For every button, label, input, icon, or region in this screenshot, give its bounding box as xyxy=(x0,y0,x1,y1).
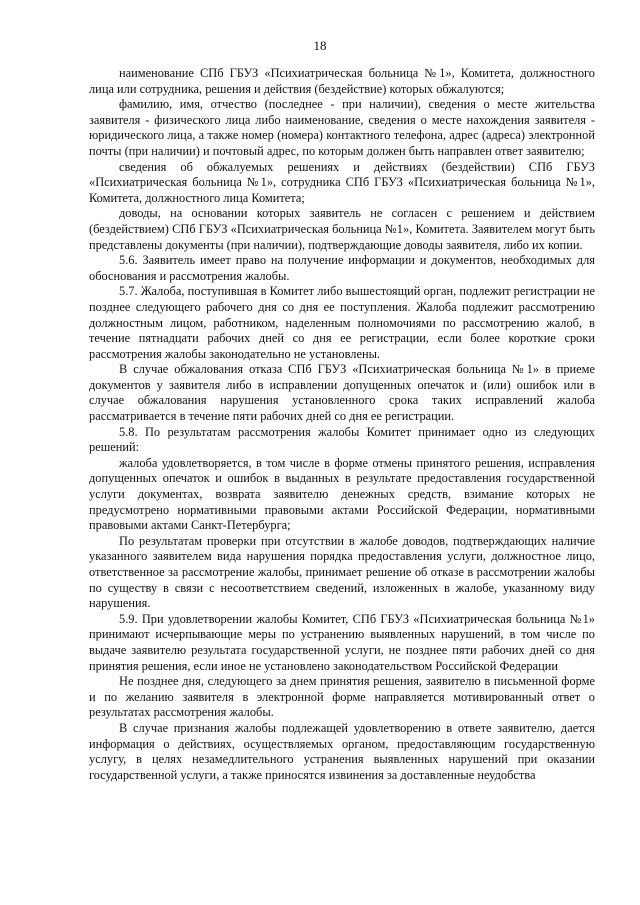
paragraph: фамилию, имя, отчество (последнее - при наличии), сведения о месте жительства заявителя - физического лица либо наименование, сведения о месте нахождения заявителя - юридического лица, а также номер (номера) контактного телефона, адрес (адреса) электронной почты (при наличии) и почтовый адрес, по которым должен быть направлен ответ заявителю; xyxy=(89,97,595,158)
paragraph: Не позднее дня, следующего за днем принятия решения, заявителю в письменной форме и по желанию заявителя в электронной форме направляется мотивированный ответ о результатах рассмотрения жалобы. xyxy=(89,674,595,720)
paragraph: жалоба удовлетворяется, в том числе в форме отмены принятого решения, исправления допущенных опечаток и ошибок в выданных в результате предоставления государственной услуги документах, возврата заявителю денежных средств, взимание которых не предусмотрено нормативными правовыми актами Российской Федерации, нормативными правовыми актами Санкт-Петербурга; xyxy=(89,455,595,533)
document-body xyxy=(89,66,595,783)
paragraph: доводы, на основании которых заявитель не согласен с решением и действием (бездействием) СПб ГБУЗ «Психиатрическая больница №1», Комитета. Заявителем могут быть представлены документы (при наличии), подтверждающие доводы заявителя, либо их копии. xyxy=(89,206,595,252)
paragraph: сведения об обжалуемых решениях и действиях (бездействии) СПб ГБУЗ «Психиатрическая больница №1», сотрудника СПб ГБУЗ «Психиатрическая больница №1», Комитета, должностного лица Комитета; xyxy=(89,159,595,205)
paragraph: 5.9. При удовлетворении жалобы Комитет, СПб ГБУЗ «Психиатрическая больница №1» принимают исчерпывающие меры по устранению выявленных нарушений, в том числе по выдаче заявителю результата государственной услуги, не позднее пяти рабочих дней со дня принятия решения, если иное не установлено законодательством Российской Федерации xyxy=(89,611,595,673)
paragraph: В случае признания жалобы подлежащей удовлетворению в ответе заявителю, дается информация о действиях, осуществляемых органом, предоставляющим государственную услугу, в целях незамедлительного устранения выявленных нарушений при оказании государственной услуги, а также приносятся извинения за доставленные неудобства xyxy=(89,720,595,782)
paragraph: 5.6. Заявитель имеет право на получение информации и документов, необходимых для обоснования и рассмотрения жалобы. xyxy=(89,253,595,283)
paragraph: наименование СПб ГБУЗ «Психиатрическая больница №1», Комитета, должностного лица или сотрудника, решения и действия (бездействие) которых обжалуются; xyxy=(89,66,595,96)
paragraph: По результатам проверки при отсутствии в жалобе доводов, подтверждающих наличие указанного заявителем вида нарушения порядка предоставления услуги, должностное лицо, ответственное за рассмотрение жалобы, принимает решение об отказе в рассмотрении жалобы по существу в связи с несоответствием сведений, изложенных в жалобе, указанному виду нарушения. xyxy=(89,533,595,611)
page-number: 18 xyxy=(313,38,327,53)
paragraph: 5.7. Жалоба, поступившая в Комитет либо вышестоящий орган, подлежит регистрации не позднее следующего рабочего дня со дня ее поступления. Жалоба подлежит рассмотрению должностным лицом, работником, наделенным полномочиями по рассмотрению жалоб, в течение пятнадцати рабочих дней со дня ее регистрации, если более короткие сроки рассмотрения жалобы законодательно не установлены. xyxy=(89,284,595,361)
paragraph: 5.8. По результатам рассмотрения жалобы Комитет принимает одно из следующих решений: xyxy=(89,424,595,455)
paragraph: В случае обжалования отказа СПб ГБУЗ «Психиатрическая больница №1» в приеме документов у заявителя либо в исправлении допущенных опечаток и (или) ошибок или в случае обжалования нарушения установленного срока таких исправлений жалоба рассматривается в течение пяти рабочих дней со дня ее регистрации. xyxy=(89,362,595,424)
